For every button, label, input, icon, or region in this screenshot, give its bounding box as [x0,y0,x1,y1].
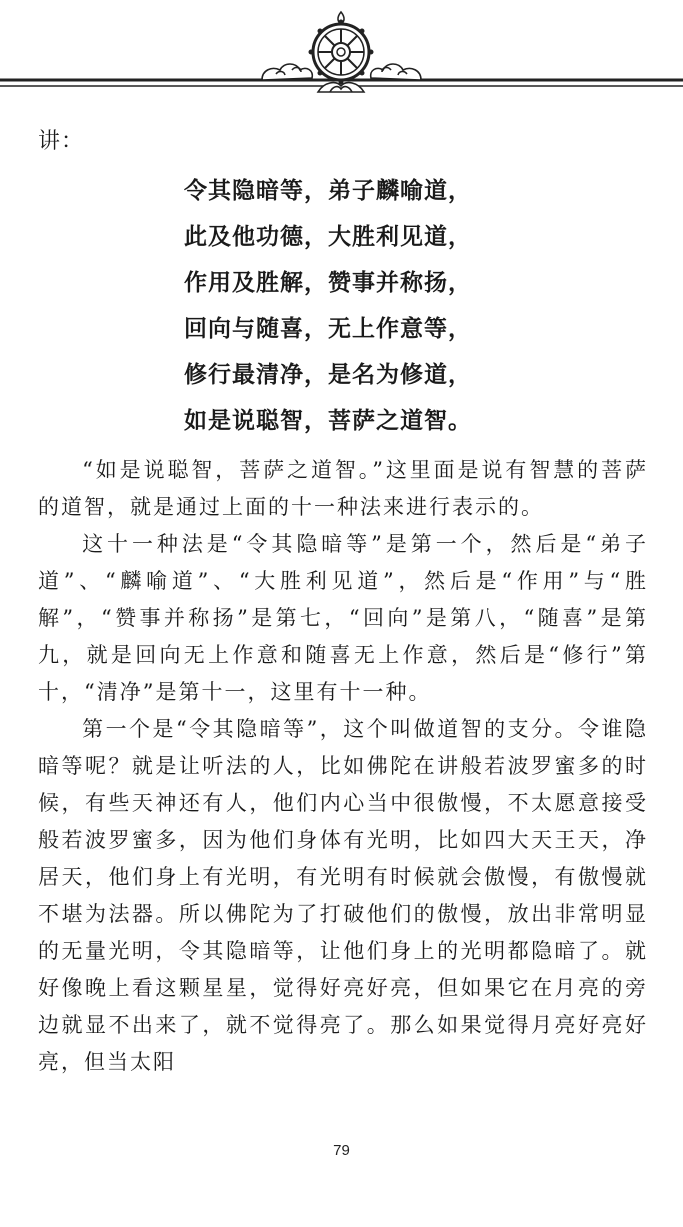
verse-line: 此及他功德，大胜利见道， [184,224,472,250]
verse-line: 作用及胜解，赞事并称扬， [184,270,472,296]
verse-line: 修行最清净，是名为修道， [184,362,472,388]
section-label: 讲： [38,129,85,154]
verse-line: 如是说聪智，菩萨之道智。 [184,408,472,434]
page-header [0,0,683,110]
paragraph: 第一个是“令其隐暗等”，这个叫做道智的支分。令谁隐暗等呢？就是让听法的人，比如佛陀在讲般若波罗蜜多的时候，有些天神还有人，他们内心当中很傲慢，不太愿意接受般若波罗蜜多，因为他们身体有光明，比如四大天王天，净居天，他们身上有光明，有光明有时候就会傲慢，有傲慢就不堪为法器。所以佛陀为了打破他们的傲慢，放出非常明显的无量光明，令其隐暗等，让他们身上的光明都隐暗了。就好像晚上看这颗星星，觉得好亮好亮，但如果它在月亮的旁边就显不出来了，就不觉得亮了。那么如果觉得月亮好亮好亮，但当太阳 [38,717,648,1074]
dharma-wheel-icon [0,0,683,110]
paragraph: “如是说聪智，菩萨之道智。”这里面是说有智慧的菩萨的道智，就是通过上面的十一种法来进行表示的。 [38,458,648,519]
verse-block [184,168,504,444]
commentary-text [38,452,648,1081]
paragraph: 这十一种法是“令其隐暗等”是第一个，然后是“弟子道”、“麟喻道”、“大胜利见道”，然后是“作用”与“胜解”，“赞事并称扬”是第七，“回向”是第八，“随喜”是第九，就是回向无上作意和随喜无上作意，然后是“修行”第十，“清净”是第十一，这里有十一种。 [38,532,648,704]
page-number: 79 [333,1142,350,1159]
verse-line: 令其隐暗等，弟子麟喻道， [184,178,472,204]
verse-line: 回向与随喜，无上作意等， [184,316,472,342]
